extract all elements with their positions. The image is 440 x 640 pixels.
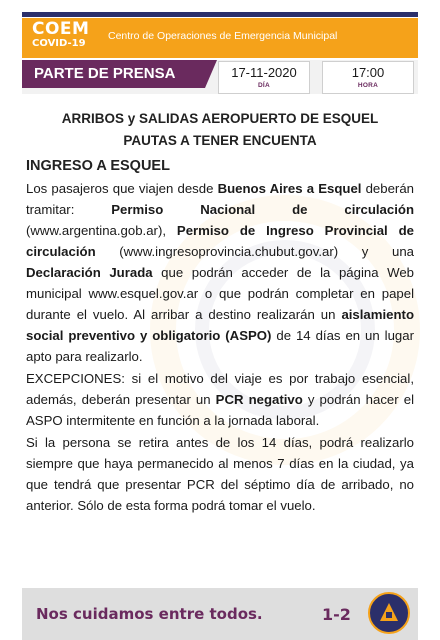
doc-title-line1: ARRIBOS y SALIDAS AEROPUERTO DE ESQUEL <box>61 111 379 126</box>
p1-text-1: Los pasajeros que viajen desde <box>26 181 218 196</box>
time-box <box>322 61 414 94</box>
date-box <box>218 61 310 94</box>
date-label: DÍA <box>257 82 271 89</box>
p2-text-2: y podrán hacer el ASPO intermitente en función a la jornada laboral. <box>26 392 414 428</box>
p1-bold-aspo: aislamiento social preventivo y obligatorio (ASPO) <box>26 307 414 343</box>
doc-title-line2: PAUTAS A TENER ENCUENTA <box>123 133 317 148</box>
press-label-tail <box>205 60 217 88</box>
page-number: 1-2 <box>322 605 351 624</box>
seal-center <box>386 612 392 618</box>
p1-text-3: (www.argentina.gob.ar), <box>26 223 177 238</box>
paragraph-exceptions <box>26 368 414 431</box>
paragraph-departure: Si la persona se retira antes de los 14 días, podrá realizarlo siempre que haya permanecido al menos 7 días en la ciudad, ya que tendrá que presentar PCR del séptimo día de arribado, no anterior. Sólo de esta forma podrá tomar el vuelo. <box>26 435 414 513</box>
date-value: 17-11-2020 <box>231 65 297 80</box>
press-bar <box>22 60 418 94</box>
p1-text-6: de 14 días en un lugar apto para realizarlo. <box>26 328 414 364</box>
civil-defense-seal-icon <box>368 592 410 634</box>
p1-text-4: (www.ingresoprovincia.chubut.gov.ar) y una <box>95 244 414 259</box>
p2-bold-pcr: PCR negativo <box>215 392 303 407</box>
footer-bar <box>22 588 418 640</box>
logo-main: COEM <box>32 19 90 39</box>
header-banner <box>22 18 418 58</box>
paragraph-requirements <box>26 178 414 367</box>
p1-text-5: que podrán acceder de la página Web municipal www.esquel.gov.ar o que podrán completar en papel durante el vuelo. Al arribar a destino realizarán un <box>26 265 414 322</box>
press-label: PARTE DE PRENSA <box>22 60 205 88</box>
coem-logo <box>32 21 89 49</box>
header-title: Centro de Operaciones de Emergencia Municipal <box>108 30 338 42</box>
time-value: 17:00 <box>351 65 385 80</box>
p1-bold-permiso-nacional: Permiso Nacional de circulación <box>111 202 414 217</box>
logo-sub: COVID-19 <box>32 38 86 49</box>
time-label: HORA <box>357 82 379 89</box>
p1-bold-route: Buenos Aires a Esquel <box>217 181 362 196</box>
footer-slogan: Nos cuidamos entre todos. <box>36 605 263 623</box>
p1-text-2: deberán tramitar: <box>26 181 414 217</box>
top-rule <box>22 12 418 17</box>
p2-text-1: EXCEPCIONES: si el motivo del viaje es por trabajo esencial, además, deberán presentar un <box>26 371 414 407</box>
p1-bold-permiso-provincial: Permiso de Ingreso Provincial de circulación <box>26 223 414 259</box>
p1-bold-declaracion: Declaración Jurada <box>26 265 153 280</box>
document-body <box>26 108 414 516</box>
section-heading: INGRESO A ESQUEL <box>26 158 170 174</box>
